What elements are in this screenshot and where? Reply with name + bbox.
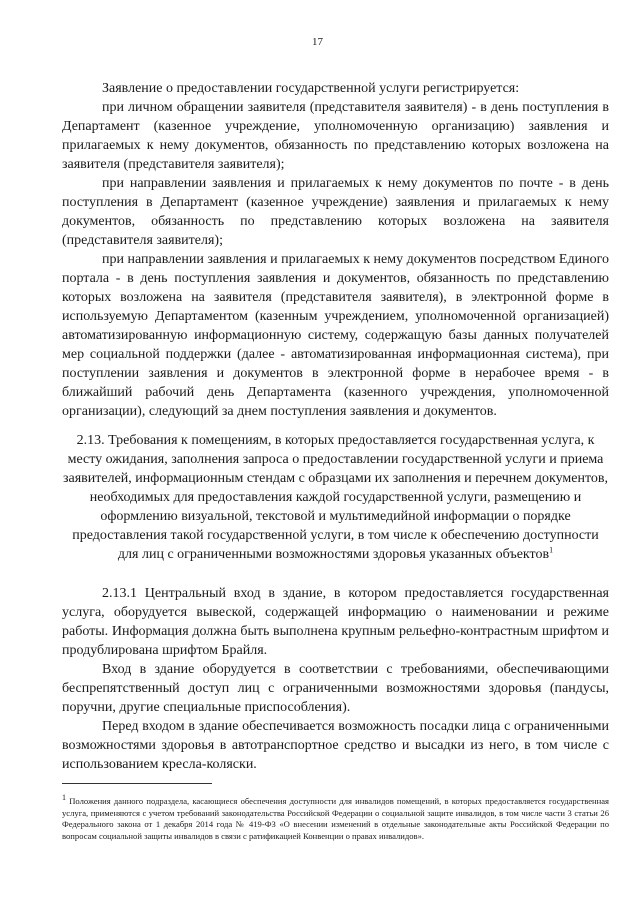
registration-item-personal: при личном обращении заявителя (представителя заявителя) - в день поступления в Департамент (казенное учреждение, уполномоченную организацию) заявления и прилагаемых к нему документов, обязанность по представлению которых возложена на заявителя (представителя заявителя); — [62, 100, 609, 172]
footnote-reference: 1 — [549, 545, 554, 555]
section-2-13-body — [62, 584, 609, 774]
paragraph-2-13-1: 2.13.1 Центральный вход в здание, в котором предоставляется государственная услуга, оборудуется вывеской, содержащей информацию о наименовании и режиме работы. Информация должна быть выполнена крупным рельефно-контрастным шрифтом и продублирована шрифтом Брайля. — [62, 586, 609, 658]
page-number: 17 — [312, 36, 323, 48]
registration-item-portal: при направлении заявления и прилагаемых к нему документов посредством Единого портала - в день поступления заявления и документов, обязанность по представлению которых возложена на заявителя (представителя заявителя), в электронной форме в используемую Департаментом (казенным учреждением, уполномоченной организацией) автоматизированную информационную систему, содержащую базы данных получателей мер социальной поддержки (далее - автоматизированная информационная система), при поступлении заявления и документов в электронной форме в нерабочее время - в ближайший рабочий день Департамента (казенного учреждения, уполномоченной организации), следующий за днем поступления заявления и документов. — [62, 252, 609, 419]
registration-intro: Заявление о предоставлении государственной услуги регистрируется: — [102, 81, 520, 96]
paragraph-vehicle: Перед входом в здание обеспечивается возможность посадки лица с ограниченными возможностями здоровья в автотранспортное средство и высадки из него, в том числе с использованием кресла-коляски. — [62, 719, 609, 772]
footnote-marker: 1 — [62, 793, 66, 803]
paragraph-entrance: Вход в здание оборудуется в соответствии с требованиями, обеспечивающими беспрепятственный доступ лиц с ограниченными возможностями здоровья (пандусы, поручни, другие специальные приспособления). — [62, 662, 609, 715]
registration-item-post: при направлении заявления и прилагаемых к нему документов по почте - в день поступления в Департамент (казенное учреждение) заявления и прилагаемых к нему документов, обязанность по представлению которых возложена на заявителя (представителя заявителя); — [62, 176, 609, 248]
footnote-divider — [62, 783, 212, 784]
section-2-13-heading — [62, 431, 609, 564]
registration-block — [62, 79, 609, 421]
footnote — [62, 793, 609, 842]
footnote-text: Положения данного подраздела, касающиеся обеспечения доступности для инвалидов помещений, в которых предоставляется государственная услуга, применяются с учетом требований законодательства Российской Федерации о социальной защите инвалидов, в том числе части 3 статьи 26 Федерального закона от 1 декабря 2014 года № 419-ФЗ «О внесении изменений в отдельные законодательные акты Российской Федерации по вопросам социальной защиты инвалидов в связи с ратификацией Конвенции о правах инвалидов». — [62, 796, 609, 841]
section-heading-text: 2.13. Требования к помещениям, в которых предоставляется государственная услуга, к месту ожидания, заполнения запроса о предоставлении государственной услуги и приема заявителей, информационным стендам с образцами их заполнения и перечнем документов, необходимых для предоставления каждой государственной услуги, размещению и оформлению визуальной, текстовой и мультимедийной информации о порядке предоставления такой государственной услуги, в том числе к обеспечению доступности для лиц с ограниченными возможностями здоровья указанных объектов — [62, 433, 609, 562]
